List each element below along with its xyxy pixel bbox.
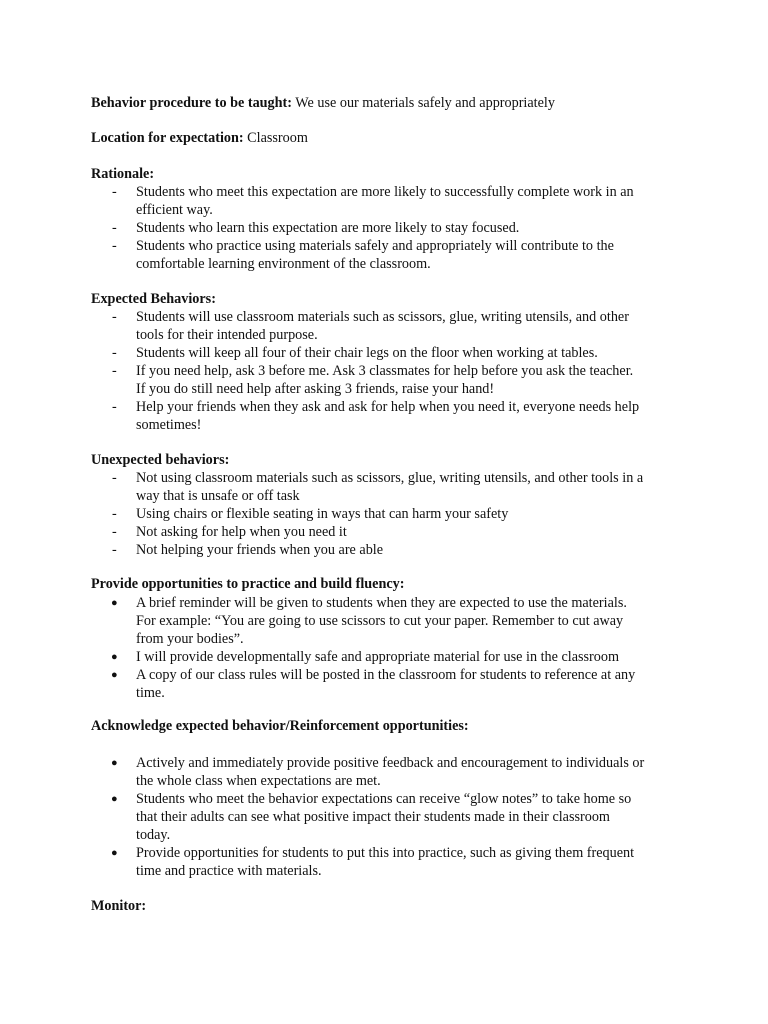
practice-item [91,648,691,666]
expected-item [91,362,691,398]
practice-item-text: A copy of our class rules will be posted in the classroom for students to reference at any [136,667,636,683]
dash-icon: - [112,309,117,325]
practice-heading: Provide opportunities to practice and build fluency: [91,576,405,592]
bullet-icon: ● [111,757,118,769]
unexpected-item-text: way that is unsafe or off task [136,488,300,504]
unexpected-item [91,541,691,559]
acknowledge-item-text: today. [136,827,171,843]
unexpected-item [91,469,691,505]
rationale-item-text: Students who learn this expectation are more likely to stay focused. [136,220,520,236]
dash-icon: - [112,524,117,540]
practice-item-text: For example: “You are going to use scissors to cut your paper. Remember to cut away [136,613,624,629]
acknowledge-item-text: the whole class when expectations are met. [136,773,381,789]
expected-item-text: Students will keep all four of their chair legs on the floor when working at tables. [136,345,598,361]
dash-icon: - [112,470,117,486]
rationale-item-text: Students who meet this expectation are more likely to successfully complete work in an [136,184,634,200]
procedure-line [91,94,691,112]
rationale-item-text: comfortable learning environment of the classroom. [136,256,431,272]
unexpected-item [91,523,691,541]
rationale-heading: Rationale: [91,166,155,182]
expected-item [91,398,691,434]
unexpected-heading: Unexpected behaviors: [91,452,230,468]
bullet-icon: ● [111,669,118,681]
expected-item [91,308,691,344]
dash-icon: - [112,220,117,236]
practice-item-text: I will provide developmentally safe and appropriate material for use in the classroom [136,649,619,665]
unexpected-item-text: Not using classroom materials such as scissors, glue, writing utensils, and other tools in a [136,470,644,486]
unexpected-item-text: Using chairs or flexible seating in ways that can harm your safety [136,506,509,522]
unexpected-item [91,505,691,523]
expected-item-text: tools for their intended purpose. [136,327,318,343]
procedure-label: Behavior procedure to be taught: [91,95,292,111]
rationale-item-text: efficient way. [136,202,213,218]
practice-item-text: from your bodies”. [136,631,244,647]
bullet-icon: ● [111,597,118,609]
expected-item-text: sometimes! [136,417,202,433]
unexpected-list [91,469,691,559]
bullet-icon: ● [111,793,118,805]
practice-item [91,666,691,702]
acknowledge-item [91,754,691,790]
acknowledge-list [91,754,691,880]
acknowledge-item-text: Actively and immediately provide positive feedback and encouragement to individuals or [136,755,645,771]
expected-item-text: If you need help, ask 3 before me. Ask 3 classmates for help before you ask the teacher. [136,363,634,379]
dash-icon: - [112,506,117,522]
location-label: Location for expectation: [91,130,244,146]
expected-heading: Expected Behaviors: [91,291,216,307]
rationale-item-text: Students who practice using materials safely and appropriately will contribute to the [136,238,614,254]
expected-list [91,308,691,434]
acknowledge-item [91,844,691,880]
location-line [91,129,691,147]
monitor-heading: Monitor: [91,898,147,914]
acknowledge-heading: Acknowledge expected behavior/Reinforcement opportunities: [91,718,469,734]
practice-item-text: A brief reminder will be given to students when they are expected to use the materials. [136,595,627,611]
practice-list [91,594,691,702]
acknowledge-item-text: Provide opportunities for students to put this into practice, such as giving them frequent [136,845,635,861]
dash-icon: - [112,238,117,254]
dash-icon: - [112,184,117,200]
expected-item-text: Students will use classroom materials such as scissors, glue, writing utensils, and other [136,309,629,325]
unexpected-item-text: Not helping your friends when you are able [136,542,384,558]
acknowledge-item [91,790,691,844]
expected-item-text: Help your friends when they ask and ask for help when you need it, everyone needs help [136,399,640,415]
expected-item [91,344,691,362]
location-value: Classroom [247,130,308,146]
rationale-list [91,183,691,273]
expected-item-text: If you do still need help after asking 3 friends, raise your hand! [136,381,495,397]
rationale-item [91,183,691,219]
dash-icon: - [112,399,117,415]
dash-icon: - [112,363,117,379]
acknowledge-item-text: time and practice with materials. [136,863,322,879]
practice-item-text: time. [136,685,165,701]
dash-icon: - [112,345,117,361]
procedure-value: We use our materials safely and appropriately [295,95,555,111]
acknowledge-item-text: that their adults can see what positive impact their students made in their classroom [136,809,610,825]
unexpected-item-text: Not asking for help when you need it [136,524,347,540]
rationale-item [91,237,691,273]
dash-icon: - [112,542,117,558]
rationale-item [91,219,691,237]
practice-item [91,594,691,648]
bullet-icon: ● [111,651,118,663]
bullet-icon: ● [111,847,118,859]
acknowledge-item-text: Students who meet the behavior expectations can receive “glow notes” to take home so [136,791,632,807]
